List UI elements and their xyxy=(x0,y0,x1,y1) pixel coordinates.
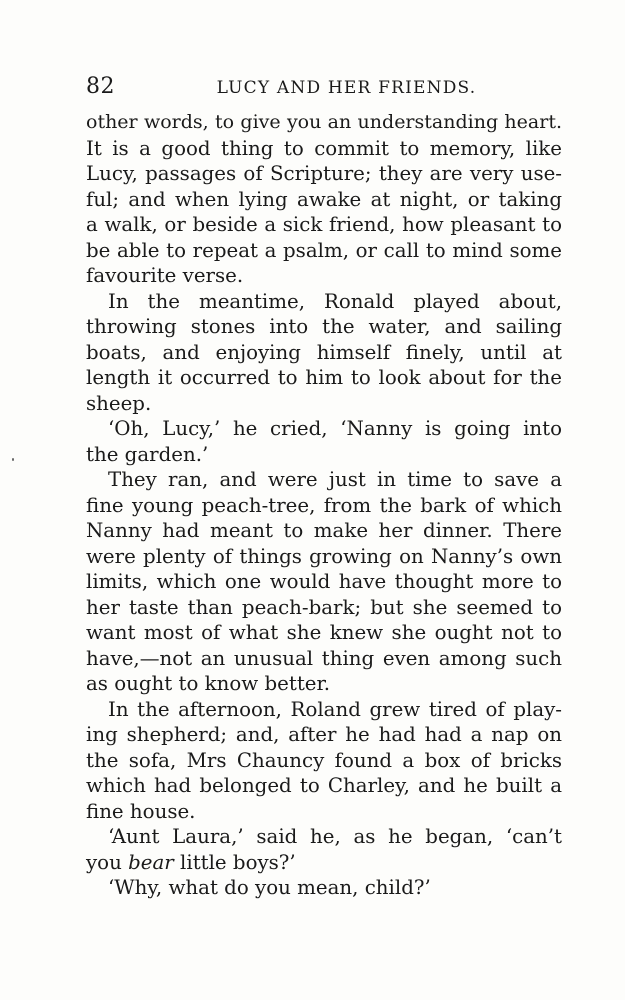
paper-speck xyxy=(12,458,14,461)
text-line: ing shepherd; and, after he had had a nap on xyxy=(86,723,562,746)
text-line: which had belonged to Charley, and he built a xyxy=(86,774,562,797)
text-line: other words, to give you an understanding heart. xyxy=(86,111,562,133)
text-line: fine young peach-tree, from the bark of which xyxy=(86,493,562,517)
text-line: have,—not an unusual thing even among such xyxy=(86,646,562,670)
text-line: boats, and enjoying himself finely, until at xyxy=(86,340,562,364)
text-line: ‘Oh, Lucy,’ he cried, ‘Nanny is going into xyxy=(108,417,562,440)
body-text xyxy=(86,110,562,901)
text-line: the garden.’ xyxy=(86,442,209,466)
text-line: a walk, or beside a sick friend, how pleasant to xyxy=(86,213,562,236)
text-line: ‘Aunt Laura,’ said he, as he began, ‘can’t xyxy=(108,825,562,848)
text-line: be able to repeat a psalm, or call to mind some xyxy=(86,238,562,262)
text-line: Lucy, passages of Scripture; they are very use- xyxy=(86,162,562,185)
page-number: 82 xyxy=(86,74,115,99)
italic-word: bear xyxy=(128,850,174,874)
text-line: ‘Why, what do you mean, child?’ xyxy=(108,876,431,899)
text-run: you xyxy=(86,850,129,874)
text-line: It is a good thing to commit to memory, like xyxy=(86,136,562,160)
text-line xyxy=(86,850,562,876)
text-line: want most of what she knew she ought not to xyxy=(86,621,562,644)
text-line: They ran, and were just in time to save a xyxy=(108,468,562,491)
text-line: In the afternoon, Roland grew tired of play- xyxy=(108,697,562,721)
text-line: favourite verse. xyxy=(86,264,244,287)
text-line: sheep. xyxy=(86,391,152,415)
running-head: LUCY AND HER FRIENDS. xyxy=(216,78,477,98)
text-run: little boys?’ xyxy=(173,850,296,874)
text-line: ful; and when lying awake at night, or taking xyxy=(86,187,562,211)
text-line: length it occurred to him to look about for the xyxy=(86,366,562,389)
text-line: as ought to know better. xyxy=(86,672,331,695)
text-line: throwing stones into the water, and sailing xyxy=(86,315,562,338)
text-line: fine house. xyxy=(86,799,196,823)
text-line: Nanny had meant to make her dinner. There xyxy=(86,519,562,542)
text-line: her taste than peach-bark; but she seemed to xyxy=(86,595,562,619)
text-line: In the meantime, Ronald played about, xyxy=(108,289,562,313)
text-line: the sofa, Mrs Chauncy found a box of bricks xyxy=(86,748,562,772)
text-line: limits, which one would have thought more to xyxy=(86,570,562,593)
text-line: were plenty of things growing on Nanny’s own xyxy=(86,544,562,568)
